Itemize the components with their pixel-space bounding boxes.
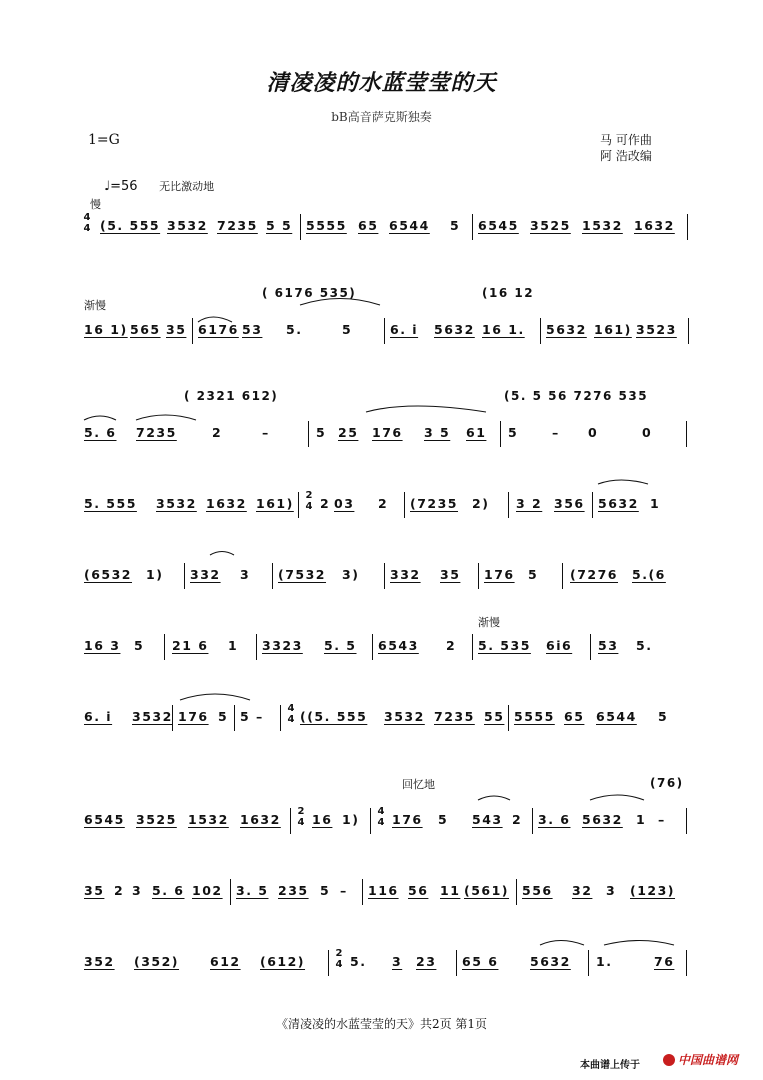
logo-icon bbox=[663, 1054, 675, 1066]
note-group: 5632 bbox=[530, 954, 571, 969]
time-signature: 4 4 bbox=[377, 806, 385, 828]
note-group: 6. i bbox=[390, 322, 419, 337]
note-group: 5 bbox=[316, 425, 327, 440]
barline bbox=[384, 563, 385, 589]
note-group: (123) bbox=[630, 883, 676, 898]
note-group: 5. 555 bbox=[84, 496, 137, 511]
note-group: 3 bbox=[606, 883, 617, 898]
barline bbox=[230, 879, 231, 905]
upper-variant: ( 6176 535) bbox=[262, 286, 357, 300]
note-group: 65 6 bbox=[462, 954, 499, 969]
note-group: 5.(6 bbox=[632, 567, 666, 582]
note-group: 0 bbox=[642, 425, 653, 440]
barline bbox=[280, 705, 281, 731]
barline bbox=[686, 950, 687, 976]
note-group: (6532 bbox=[84, 567, 133, 582]
note-group: 161) bbox=[594, 322, 632, 337]
tempo-value: ♩=56 bbox=[104, 179, 138, 194]
note-group: 332 bbox=[190, 567, 221, 582]
note-group: (612) bbox=[260, 954, 306, 969]
note-group: 1632 bbox=[634, 218, 675, 233]
barline bbox=[532, 808, 533, 834]
note-group: 1. bbox=[596, 954, 613, 969]
note-group: 5. bbox=[350, 954, 367, 969]
note-group: 5 – bbox=[240, 709, 264, 724]
note-group: 1) bbox=[342, 812, 360, 827]
note-group: 1 bbox=[636, 812, 647, 827]
note-group: 55 bbox=[484, 709, 505, 724]
note-group: 7235 bbox=[217, 218, 258, 233]
barline bbox=[590, 634, 591, 660]
note-group: – bbox=[262, 425, 270, 440]
note-group: 5 bbox=[134, 638, 145, 653]
barline bbox=[456, 950, 457, 976]
note-group: – bbox=[340, 883, 348, 898]
note-group: 2 bbox=[212, 425, 223, 440]
barline bbox=[500, 421, 501, 447]
note-group: 53 bbox=[242, 322, 263, 337]
note-group: 1532 bbox=[582, 218, 623, 233]
score-subtitle: bB高音萨克斯独奏 bbox=[331, 110, 432, 124]
score-title: 清凌凌的水蓝莹莹的天 bbox=[266, 71, 497, 96]
note-group: 116 bbox=[368, 883, 399, 898]
barline bbox=[328, 950, 329, 976]
note-group: 3532 bbox=[156, 496, 197, 511]
barline bbox=[478, 563, 479, 589]
note-group: 176 bbox=[178, 709, 209, 724]
note-group: 76 bbox=[654, 954, 675, 969]
note-group: 352 bbox=[84, 954, 115, 969]
note-group: 5 bbox=[658, 709, 669, 724]
note-group: – bbox=[658, 812, 666, 827]
note-group: 2 bbox=[378, 496, 389, 511]
note-group: 32 bbox=[572, 883, 593, 898]
note-group: 5632 bbox=[546, 322, 587, 337]
note-group: 543 bbox=[472, 812, 503, 827]
credits bbox=[600, 132, 652, 164]
barline bbox=[516, 879, 517, 905]
barline bbox=[472, 634, 473, 660]
time-signature: 2 4 bbox=[335, 948, 343, 970]
barline bbox=[508, 705, 509, 731]
expression-marking: 回忆地 bbox=[402, 778, 435, 791]
note-group: 1 bbox=[228, 638, 239, 653]
note-group: 1632 bbox=[206, 496, 247, 511]
note-group: 2) bbox=[472, 496, 490, 511]
barline bbox=[562, 563, 563, 589]
note-group: 556 bbox=[522, 883, 553, 898]
note-group: 25 bbox=[338, 425, 359, 440]
barline bbox=[184, 563, 185, 589]
tempo-marking bbox=[104, 178, 214, 194]
note-group: 161) bbox=[256, 496, 294, 511]
note-group: 35 bbox=[166, 322, 187, 337]
note-group: 16 3 bbox=[84, 638, 121, 653]
note-group: 5555 bbox=[514, 709, 555, 724]
barline bbox=[404, 492, 405, 518]
note-group: 16 bbox=[312, 812, 333, 827]
page-footer: 《清凌凌的水蓝莹莹的天》共2页 第1页 bbox=[275, 1017, 488, 1031]
note-group: (7532 bbox=[278, 567, 327, 582]
note-group: 6. i bbox=[84, 709, 113, 724]
note-group: 565 bbox=[130, 322, 161, 337]
upper-variant: (76) bbox=[650, 776, 684, 790]
note-group: 176 bbox=[372, 425, 403, 440]
barline bbox=[300, 214, 301, 240]
barline bbox=[372, 634, 373, 660]
note-group: 235 bbox=[278, 883, 309, 898]
note-group: 3532 bbox=[384, 709, 425, 724]
note-group: 5632 bbox=[582, 812, 623, 827]
note-group: 35 bbox=[440, 567, 461, 582]
note-group: 3 bbox=[132, 883, 143, 898]
upper-variant: (5. 5 56 7276 535 bbox=[504, 389, 649, 403]
upper-variant: (16 12 bbox=[482, 286, 535, 300]
note-group: 21 6 bbox=[172, 638, 209, 653]
arranger-credit: 阿 浩改编 bbox=[600, 149, 652, 163]
note-group: 6544 bbox=[596, 709, 637, 724]
note-group: 5 bbox=[450, 218, 461, 233]
barline bbox=[508, 492, 509, 518]
note-group: 7235 bbox=[136, 425, 177, 440]
note-group: – bbox=[552, 425, 560, 440]
note-group: 3532 bbox=[167, 218, 208, 233]
ritardando-marking: 渐慢 bbox=[84, 299, 106, 312]
note-group: 5. 6 bbox=[152, 883, 185, 898]
composer-credit: 马 可作曲 bbox=[600, 133, 652, 147]
note-group: 332 bbox=[390, 567, 421, 582]
note-group: 5. 5 bbox=[324, 638, 357, 653]
barline bbox=[384, 318, 385, 344]
barline bbox=[686, 421, 687, 447]
note-group: 65 bbox=[564, 709, 585, 724]
site-logo[interactable] bbox=[663, 1051, 738, 1068]
barline bbox=[290, 808, 291, 834]
note-group: 5632 bbox=[434, 322, 475, 337]
barline bbox=[172, 705, 173, 731]
note-group: 3525 bbox=[136, 812, 177, 827]
time-signature: 4 4 bbox=[287, 703, 295, 725]
key-signature: 1=G bbox=[88, 132, 120, 148]
note-group: 6544 bbox=[389, 218, 430, 233]
note-group: 5 bbox=[320, 883, 331, 898]
barline bbox=[234, 705, 235, 731]
note-group: 16 1) bbox=[84, 322, 128, 337]
site-logo-text: 中国曲谱网 bbox=[678, 1053, 739, 1067]
tempo-expression: 无比激动地 bbox=[159, 180, 215, 193]
note-group: 3 2 bbox=[516, 496, 543, 511]
barline bbox=[362, 879, 363, 905]
note-group: (7276 bbox=[570, 567, 619, 582]
barline bbox=[272, 563, 273, 589]
note-group: 5. bbox=[636, 638, 653, 653]
note-group: 16 1. bbox=[482, 322, 525, 337]
note-group: 3. 5 bbox=[236, 883, 269, 898]
note-group: 0 bbox=[588, 425, 599, 440]
note-group: 5. bbox=[286, 322, 303, 337]
note-group: 1) bbox=[146, 567, 164, 582]
note-group: 1 bbox=[650, 496, 661, 511]
note-group: (5. 555 bbox=[100, 218, 161, 233]
barline bbox=[308, 421, 309, 447]
note-group: 5 bbox=[218, 709, 229, 724]
barline bbox=[588, 950, 589, 976]
barline bbox=[687, 214, 688, 240]
note-group: 6543 bbox=[378, 638, 419, 653]
note-group: (352) bbox=[134, 954, 180, 969]
note-group: 65 bbox=[358, 218, 379, 233]
note-group: (7235 bbox=[410, 496, 459, 511]
note-group: 3) bbox=[342, 567, 360, 582]
note-group: 5. 535 bbox=[478, 638, 531, 653]
note-group: 6176 bbox=[198, 322, 239, 337]
note-group: 5 bbox=[508, 425, 519, 440]
barline bbox=[164, 634, 165, 660]
note-group: 61 bbox=[466, 425, 487, 440]
note-group: 3 bbox=[240, 567, 251, 582]
note-group: 5555 bbox=[306, 218, 347, 233]
note-group: 356 bbox=[554, 496, 585, 511]
note-group: 3523 bbox=[636, 322, 677, 337]
note-group: 5. 6 bbox=[84, 425, 117, 440]
note-group: 3323 bbox=[262, 638, 303, 653]
note-group: 176 bbox=[484, 567, 515, 582]
opening-expression: 慢 bbox=[90, 198, 101, 211]
note-group: 2 bbox=[320, 496, 331, 511]
barline bbox=[592, 492, 593, 518]
note-group: 3 bbox=[392, 954, 403, 969]
time-signature: 2 4 bbox=[305, 490, 313, 512]
time-signature: 4 4 bbox=[83, 212, 91, 234]
upload-source-text: 本曲谱上传于 bbox=[580, 1060, 640, 1071]
note-group: 2 bbox=[114, 883, 125, 898]
note-group: 176 bbox=[392, 812, 423, 827]
barline bbox=[298, 492, 299, 518]
note-group: 2 bbox=[446, 638, 457, 653]
note-group: 3532 bbox=[132, 709, 173, 724]
note-group: 1632 bbox=[240, 812, 281, 827]
barline bbox=[472, 214, 473, 240]
note-group: 23 bbox=[416, 954, 437, 969]
note-group: 6545 bbox=[478, 218, 519, 233]
barline bbox=[370, 808, 371, 834]
note-group: 2 bbox=[512, 812, 523, 827]
note-group: 35 bbox=[84, 883, 105, 898]
note-group: 6545 bbox=[84, 812, 125, 827]
note-group: 56 bbox=[408, 883, 429, 898]
barline bbox=[192, 318, 193, 344]
note-group: 7235 bbox=[434, 709, 475, 724]
upper-variant: ( 2321 612) bbox=[184, 389, 279, 403]
note-group: 5 bbox=[528, 567, 539, 582]
note-group: 53 bbox=[598, 638, 619, 653]
note-group: 11 bbox=[440, 883, 461, 898]
ritardando-marking: 渐慢 bbox=[478, 616, 500, 629]
note-group: 5 bbox=[438, 812, 449, 827]
note-group: 6i6 bbox=[546, 638, 573, 653]
note-group: (561) bbox=[464, 883, 510, 898]
note-group: 102 bbox=[192, 883, 223, 898]
barline bbox=[256, 634, 257, 660]
note-group: 3. 6 bbox=[538, 812, 571, 827]
note-group: 1532 bbox=[188, 812, 229, 827]
barline bbox=[688, 318, 689, 344]
note-group: ((5. 555 bbox=[300, 709, 368, 724]
note-group: 3525 bbox=[530, 218, 571, 233]
note-group: 5632 bbox=[598, 496, 639, 511]
note-group: 5 5 bbox=[266, 218, 293, 233]
note-group: 03 bbox=[334, 496, 355, 511]
note-group: 3 5 bbox=[424, 425, 451, 440]
barline bbox=[686, 808, 687, 834]
time-signature: 2 4 bbox=[297, 806, 305, 828]
note-group: 612 bbox=[210, 954, 241, 969]
barline bbox=[540, 318, 541, 344]
note-group: 5 bbox=[342, 322, 353, 337]
